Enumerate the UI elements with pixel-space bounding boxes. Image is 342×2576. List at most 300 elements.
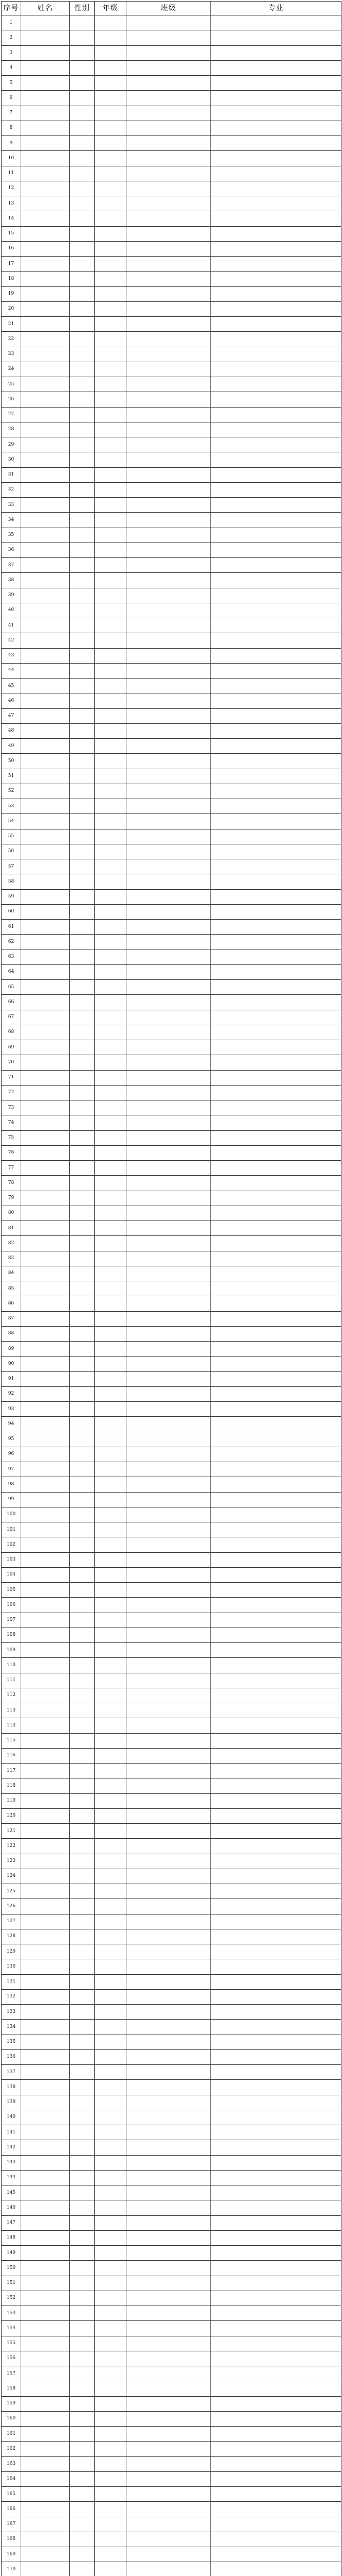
cell-serial-number: 121 bbox=[2, 1824, 21, 1839]
cell-major bbox=[211, 241, 341, 256]
cell-major bbox=[211, 859, 341, 874]
cell-name bbox=[21, 1764, 70, 1778]
table-row bbox=[2, 498, 341, 513]
cell-serial-number: 39 bbox=[2, 588, 21, 603]
table-row bbox=[2, 2396, 341, 2411]
cell-serial-number: 92 bbox=[2, 1386, 21, 1401]
cell-major bbox=[211, 1176, 341, 1191]
cell-major bbox=[211, 1386, 341, 1401]
cell-serial-number: 144 bbox=[2, 2170, 21, 2185]
table-row bbox=[2, 2215, 341, 2230]
cell-major bbox=[211, 648, 341, 663]
table-body bbox=[2, 15, 341, 2576]
cell-class bbox=[126, 1974, 211, 1989]
cell-class bbox=[126, 1733, 211, 1748]
cell-gender bbox=[70, 2095, 95, 2110]
table-row bbox=[2, 633, 341, 648]
cell-major bbox=[211, 196, 341, 211]
cell-grade bbox=[95, 2049, 126, 2064]
cell-gender bbox=[70, 2200, 95, 2215]
cell-major bbox=[211, 1357, 341, 1371]
cell-serial-number: 119 bbox=[2, 1793, 21, 1808]
cell-grade bbox=[95, 2411, 126, 2426]
cell-gender bbox=[70, 2442, 95, 2456]
cell-grade bbox=[95, 1552, 126, 1567]
cell-grade bbox=[95, 708, 126, 723]
cell-gender bbox=[70, 2185, 95, 2200]
cell-name bbox=[21, 1733, 70, 1748]
table-row bbox=[2, 301, 341, 316]
cell-class bbox=[126, 1703, 211, 1718]
cell-serial-number: 117 bbox=[2, 1764, 21, 1778]
cell-class bbox=[126, 708, 211, 723]
cell-name bbox=[21, 136, 70, 151]
cell-class bbox=[126, 2366, 211, 2381]
cell-serial-number: 65 bbox=[2, 980, 21, 995]
cell-serial-number: 96 bbox=[2, 1447, 21, 1462]
cell-class bbox=[126, 618, 211, 633]
cell-serial-number: 149 bbox=[2, 2246, 21, 2261]
cell-class bbox=[126, 2502, 211, 2517]
table-row bbox=[2, 543, 341, 557]
cell-serial-number: 5 bbox=[2, 76, 21, 91]
table-row bbox=[2, 2140, 341, 2155]
cell-serial-number: 113 bbox=[2, 1703, 21, 1718]
cell-serial-number: 63 bbox=[2, 950, 21, 964]
cell-gender bbox=[70, 2215, 95, 2230]
cell-grade bbox=[95, 513, 126, 528]
cell-class bbox=[126, 1070, 211, 1085]
cell-gender bbox=[70, 1839, 95, 1854]
cell-gender bbox=[70, 739, 95, 754]
cell-class bbox=[126, 166, 211, 181]
table-row bbox=[2, 1688, 341, 1703]
cell-major bbox=[211, 2547, 341, 2562]
cell-grade bbox=[95, 1462, 126, 1477]
cell-major bbox=[211, 2562, 341, 2576]
cell-major bbox=[211, 2110, 341, 2125]
cell-grade bbox=[95, 2020, 126, 2035]
cell-grade bbox=[95, 1296, 126, 1311]
cell-serial-number: 48 bbox=[2, 723, 21, 738]
cell-major bbox=[211, 317, 341, 332]
cell-name bbox=[21, 663, 70, 678]
cell-gender bbox=[70, 1342, 95, 1357]
cell-grade bbox=[95, 498, 126, 513]
cell-serial-number: 88 bbox=[2, 1326, 21, 1341]
cell-name bbox=[21, 769, 70, 784]
cell-class bbox=[126, 76, 211, 91]
cell-gender bbox=[70, 45, 95, 60]
cell-serial-number: 79 bbox=[2, 1191, 21, 1206]
cell-serial-number: 15 bbox=[2, 226, 21, 241]
cell-major bbox=[211, 1808, 341, 1823]
cell-serial-number: 68 bbox=[2, 1025, 21, 1040]
table-row bbox=[2, 769, 341, 784]
cell-major bbox=[211, 2261, 341, 2276]
cell-name bbox=[21, 2396, 70, 2411]
cell-serial-number: 147 bbox=[2, 2215, 21, 2230]
cell-gender bbox=[70, 1251, 95, 1266]
table-row bbox=[2, 241, 341, 256]
table-row bbox=[2, 573, 341, 588]
cell-class bbox=[126, 2110, 211, 2125]
cell-grade bbox=[95, 1703, 126, 1718]
cell-class bbox=[126, 1583, 211, 1598]
cell-gender bbox=[70, 889, 95, 904]
cell-class bbox=[126, 1914, 211, 1929]
cell-serial-number: 14 bbox=[2, 211, 21, 226]
cell-gender bbox=[70, 2487, 95, 2502]
cell-gender bbox=[70, 482, 95, 497]
cell-name bbox=[21, 588, 70, 603]
cell-serial-number: 158 bbox=[2, 2381, 21, 2396]
cell-major bbox=[211, 1884, 341, 1899]
cell-grade bbox=[95, 1658, 126, 1673]
cell-name bbox=[21, 1929, 70, 1944]
cell-major bbox=[211, 1070, 341, 1085]
cell-name bbox=[21, 1115, 70, 1130]
cell-gender bbox=[70, 2562, 95, 2576]
table-row bbox=[2, 1492, 341, 1507]
table-row bbox=[2, 1070, 341, 1085]
table-row bbox=[2, 679, 341, 693]
table-row bbox=[2, 106, 341, 121]
cell-name bbox=[21, 754, 70, 769]
cell-grade bbox=[95, 2562, 126, 2576]
cell-gender bbox=[70, 1748, 95, 1763]
cell-name bbox=[21, 618, 70, 633]
cell-grade bbox=[95, 2140, 126, 2155]
table-row bbox=[2, 467, 341, 482]
cell-major bbox=[211, 1447, 341, 1462]
cell-grade bbox=[95, 1417, 126, 1432]
cell-grade bbox=[95, 362, 126, 377]
cell-major bbox=[211, 1628, 341, 1642]
cell-gender bbox=[70, 1462, 95, 1477]
cell-gender bbox=[70, 1703, 95, 1718]
cell-gender bbox=[70, 301, 95, 316]
cell-serial-number: 32 bbox=[2, 482, 21, 497]
cell-name bbox=[21, 1221, 70, 1236]
cell-serial-number: 47 bbox=[2, 708, 21, 723]
cell-grade bbox=[95, 1221, 126, 1236]
cell-serial-number: 118 bbox=[2, 1778, 21, 1793]
cell-class bbox=[126, 1402, 211, 1417]
table-row bbox=[2, 2246, 341, 2261]
table-row bbox=[2, 1417, 341, 1432]
cell-class bbox=[126, 1040, 211, 1055]
cell-grade bbox=[95, 1793, 126, 1808]
cell-major bbox=[211, 1733, 341, 1748]
cell-serial-number: 50 bbox=[2, 754, 21, 769]
table-row bbox=[2, 920, 341, 935]
table-row bbox=[2, 995, 341, 1010]
cell-name bbox=[21, 1311, 70, 1326]
cell-grade bbox=[95, 799, 126, 814]
cell-class bbox=[126, 889, 211, 904]
cell-serial-number: 99 bbox=[2, 1492, 21, 1507]
table-row bbox=[2, 392, 341, 407]
cell-grade bbox=[95, 1959, 126, 1974]
cell-class bbox=[126, 904, 211, 919]
cell-name bbox=[21, 407, 70, 422]
cell-gender bbox=[70, 829, 95, 844]
cell-gender bbox=[70, 272, 95, 286]
cell-grade bbox=[95, 920, 126, 935]
cell-serial-number: 109 bbox=[2, 1643, 21, 1658]
cell-serial-number: 167 bbox=[2, 2517, 21, 2532]
cell-serial-number: 95 bbox=[2, 1432, 21, 1447]
cell-class bbox=[126, 2005, 211, 2020]
table-row bbox=[2, 15, 341, 30]
cell-serial-number: 108 bbox=[2, 1628, 21, 1642]
cell-grade bbox=[95, 1191, 126, 1206]
table-row bbox=[2, 1643, 341, 1658]
cell-grade bbox=[95, 45, 126, 60]
table-row bbox=[2, 1055, 341, 1070]
cell-major bbox=[211, 1944, 341, 1959]
cell-major bbox=[211, 1025, 341, 1040]
cell-name bbox=[21, 2035, 70, 2049]
student-roster-table bbox=[1, 1, 341, 2576]
cell-name bbox=[21, 1176, 70, 1191]
table-row bbox=[2, 196, 341, 211]
cell-major bbox=[211, 2200, 341, 2215]
cell-grade bbox=[95, 1357, 126, 1371]
cell-class bbox=[126, 2140, 211, 2155]
cell-grade bbox=[95, 226, 126, 241]
cell-major bbox=[211, 950, 341, 964]
table-row bbox=[2, 2291, 341, 2306]
cell-major bbox=[211, 1371, 341, 1386]
cell-serial-number: 97 bbox=[2, 1462, 21, 1477]
cell-major bbox=[211, 2080, 341, 2095]
table-row bbox=[2, 1944, 341, 1959]
cell-class bbox=[126, 452, 211, 467]
cell-serial-number: 66 bbox=[2, 995, 21, 1010]
cell-name bbox=[21, 1688, 70, 1703]
cell-grade bbox=[95, 844, 126, 859]
cell-major bbox=[211, 1342, 341, 1357]
cell-grade bbox=[95, 2246, 126, 2261]
cell-name bbox=[21, 1854, 70, 1869]
table-row bbox=[2, 889, 341, 904]
cell-grade bbox=[95, 2502, 126, 2517]
cell-gender bbox=[70, 1793, 95, 1808]
cell-class bbox=[126, 1206, 211, 1221]
cell-class bbox=[126, 30, 211, 45]
cell-serial-number: 90 bbox=[2, 1357, 21, 1371]
cell-gender bbox=[70, 121, 95, 135]
cell-major bbox=[211, 1130, 341, 1145]
cell-name bbox=[21, 2261, 70, 2276]
header-major: 专业 bbox=[211, 2, 341, 15]
cell-serial-number: 161 bbox=[2, 2427, 21, 2442]
table-row bbox=[2, 964, 341, 979]
cell-gender bbox=[70, 1658, 95, 1673]
cell-grade bbox=[95, 1989, 126, 2004]
cell-grade bbox=[95, 1055, 126, 1070]
cell-grade bbox=[95, 1808, 126, 1823]
cell-name bbox=[21, 1040, 70, 1055]
cell-grade bbox=[95, 1266, 126, 1281]
cell-gender bbox=[70, 1070, 95, 1085]
cell-serial-number: 2 bbox=[2, 30, 21, 45]
cell-serial-number: 169 bbox=[2, 2547, 21, 2562]
table-row bbox=[2, 151, 341, 166]
cell-class bbox=[126, 437, 211, 452]
cell-name bbox=[21, 1718, 70, 1733]
cell-serial-number: 89 bbox=[2, 1342, 21, 1357]
cell-name bbox=[21, 211, 70, 226]
cell-name bbox=[21, 1371, 70, 1386]
cell-serial-number: 128 bbox=[2, 1929, 21, 1944]
cell-name bbox=[21, 1386, 70, 1401]
table-row bbox=[2, 723, 341, 738]
table-row bbox=[2, 1824, 341, 1839]
cell-major bbox=[211, 588, 341, 603]
cell-name bbox=[21, 482, 70, 497]
cell-serial-number: 16 bbox=[2, 241, 21, 256]
cell-gender bbox=[70, 1552, 95, 1567]
cell-gender bbox=[70, 1567, 95, 1582]
cell-serial-number: 53 bbox=[2, 799, 21, 814]
cell-grade bbox=[95, 1507, 126, 1522]
cell-name bbox=[21, 1100, 70, 1115]
cell-class bbox=[126, 1085, 211, 1100]
cell-gender bbox=[70, 1778, 95, 1793]
cell-serial-number: 44 bbox=[2, 663, 21, 678]
table-row bbox=[2, 1296, 341, 1311]
cell-name bbox=[21, 1522, 70, 1537]
cell-major bbox=[211, 663, 341, 678]
cell-gender bbox=[70, 1944, 95, 1959]
table-row bbox=[2, 1658, 341, 1673]
header-grade: 年级 bbox=[95, 2, 126, 15]
cell-name bbox=[21, 2366, 70, 2381]
table-row bbox=[2, 2005, 341, 2020]
cell-name bbox=[21, 286, 70, 301]
cell-class bbox=[126, 769, 211, 784]
cell-grade bbox=[95, 422, 126, 437]
cell-major bbox=[211, 1100, 341, 1115]
cell-serial-number: 37 bbox=[2, 558, 21, 573]
cell-gender bbox=[70, 166, 95, 181]
cell-serial-number: 29 bbox=[2, 437, 21, 452]
cell-gender bbox=[70, 1854, 95, 1869]
table-row bbox=[2, 814, 341, 829]
cell-name bbox=[21, 422, 70, 437]
cell-serial-number: 21 bbox=[2, 317, 21, 332]
cell-major bbox=[211, 136, 341, 151]
table-row bbox=[2, 2035, 341, 2049]
table-row bbox=[2, 257, 341, 272]
table-row bbox=[2, 1462, 341, 1477]
cell-major bbox=[211, 2095, 341, 2110]
cell-gender bbox=[70, 1221, 95, 1236]
cell-class bbox=[126, 739, 211, 754]
cell-grade bbox=[95, 1115, 126, 1130]
cell-serial-number: 107 bbox=[2, 1613, 21, 1628]
cell-gender bbox=[70, 1176, 95, 1191]
cell-grade bbox=[95, 2080, 126, 2095]
cell-gender bbox=[70, 181, 95, 196]
table-row bbox=[2, 2261, 341, 2276]
table-row bbox=[2, 1537, 341, 1552]
cell-class bbox=[126, 392, 211, 407]
table-row bbox=[2, 754, 341, 769]
cell-serial-number: 36 bbox=[2, 543, 21, 557]
table-row bbox=[2, 558, 341, 573]
cell-major bbox=[211, 15, 341, 30]
cell-gender bbox=[70, 1537, 95, 1552]
cell-major bbox=[211, 1552, 341, 1567]
cell-grade bbox=[95, 257, 126, 272]
cell-grade bbox=[95, 1326, 126, 1341]
table-row bbox=[2, 1808, 341, 1823]
cell-grade bbox=[95, 1537, 126, 1552]
table-row bbox=[2, 1371, 341, 1386]
cell-gender bbox=[70, 422, 95, 437]
cell-gender bbox=[70, 1583, 95, 1598]
table-row bbox=[2, 1236, 341, 1251]
cell-class bbox=[126, 1281, 211, 1296]
cell-grade bbox=[95, 1070, 126, 1085]
cell-class bbox=[126, 482, 211, 497]
cell-name bbox=[21, 1824, 70, 1839]
cell-major bbox=[211, 1040, 341, 1055]
cell-class bbox=[126, 2095, 211, 2110]
cell-name bbox=[21, 60, 70, 75]
cell-name bbox=[21, 301, 70, 316]
table-row bbox=[2, 1477, 341, 1492]
cell-grade bbox=[95, 1371, 126, 1386]
cell-class bbox=[126, 1869, 211, 1884]
cell-class bbox=[126, 1477, 211, 1492]
cell-name bbox=[21, 1748, 70, 1763]
cell-gender bbox=[70, 1869, 95, 1884]
cell-grade bbox=[95, 1839, 126, 1854]
cell-grade bbox=[95, 603, 126, 618]
cell-grade bbox=[95, 1748, 126, 1763]
cell-serial-number: 100 bbox=[2, 1507, 21, 1522]
table-row bbox=[2, 1251, 341, 1266]
cell-grade bbox=[95, 1311, 126, 1326]
cell-grade bbox=[95, 1402, 126, 1417]
cell-gender bbox=[70, 648, 95, 663]
table-row bbox=[2, 1206, 341, 1221]
cell-serial-number: 34 bbox=[2, 513, 21, 528]
cell-class bbox=[126, 1824, 211, 1839]
cell-class bbox=[126, 1492, 211, 1507]
cell-serial-number: 19 bbox=[2, 286, 21, 301]
table-row bbox=[2, 482, 341, 497]
cell-name bbox=[21, 1658, 70, 1673]
cell-serial-number: 1 bbox=[2, 15, 21, 30]
cell-grade bbox=[95, 2155, 126, 2170]
table-row bbox=[2, 1266, 341, 1281]
cell-gender bbox=[70, 2471, 95, 2486]
cell-major bbox=[211, 784, 341, 799]
cell-class bbox=[126, 1191, 211, 1206]
cell-gender bbox=[70, 467, 95, 482]
cell-serial-number: 154 bbox=[2, 2321, 21, 2336]
cell-name bbox=[21, 1793, 70, 1808]
cell-serial-number: 45 bbox=[2, 679, 21, 693]
cell-class bbox=[126, 181, 211, 196]
table-row bbox=[2, 2200, 341, 2215]
